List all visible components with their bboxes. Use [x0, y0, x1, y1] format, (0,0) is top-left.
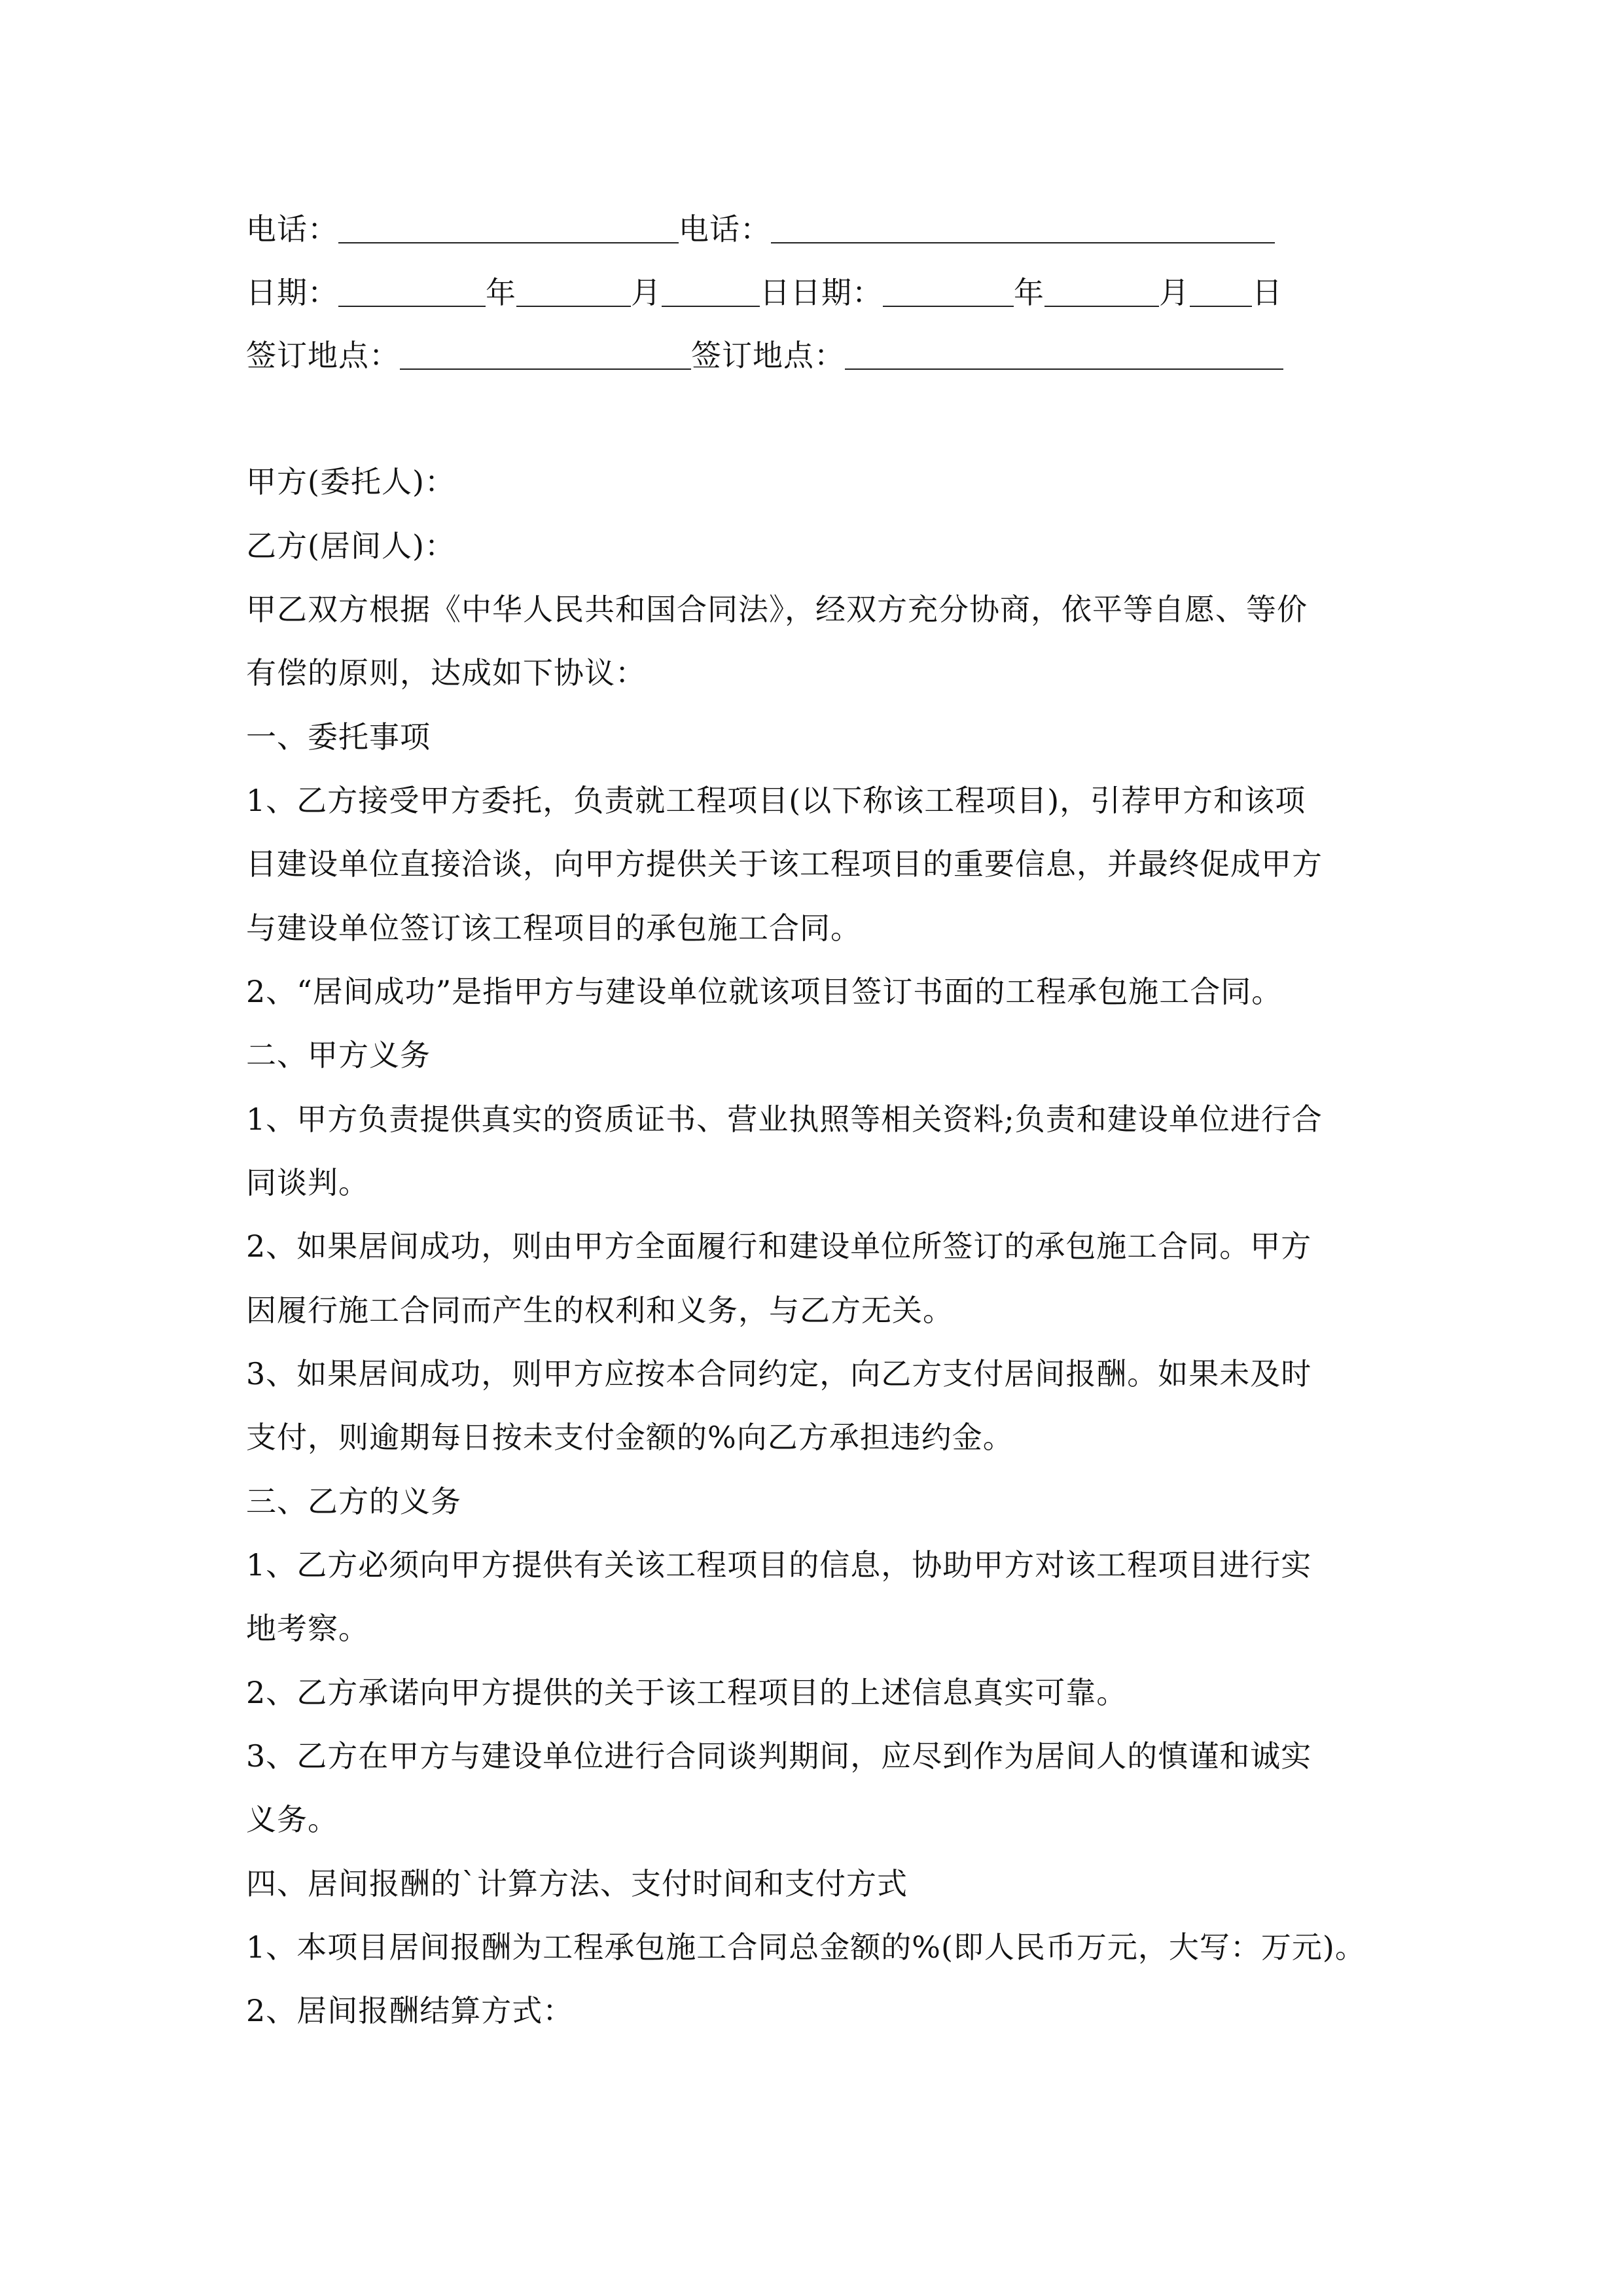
date-day-blank-a[interactable] — [662, 276, 760, 307]
section-1-title: 一、委托事项 — [246, 719, 431, 755]
phone-blank-a[interactable] — [338, 212, 679, 243]
section-2-title: 二、甲方义务 — [246, 1037, 431, 1073]
preamble-line-2: 有偿的原则，达成如下协议： — [246, 655, 646, 691]
section-4-item-1: 1、本项目居间报酬为工程承包施工合同总金额的%(即人民币万元，大写：万元)。 — [246, 1929, 1366, 1965]
section-3-item-3-line-1: 3、乙方在甲方与建设单位进行合同谈判期间，应尽到作为居间人的慎谨和诚实 — [246, 1738, 1312, 1774]
section-3-item-1-line-1: 1、乙方必须向甲方提供有关该工程项目的信息，协助甲方对该工程项目进行实 — [246, 1547, 1312, 1583]
section-2-item-3-line-2: 支付，则逾期每日按未支付金额的%向乙方承担违约金。 — [246, 1420, 1014, 1455]
date-year-b: 年 — [1014, 275, 1044, 310]
section-1-item-2: 2、“居间成功”是指甲方与建设单位就该项目签订书面的工程承包施工合同。 — [246, 974, 1283, 1009]
place-label-a: 签订地点： — [246, 338, 400, 373]
section-1-item-1-line-3: 与建设单位签订该工程项目的承包施工合同。 — [246, 910, 861, 946]
section-2-item-2-line-2: 因履行施工合同而产生的权利和义务，与乙方无关。 — [246, 1293, 954, 1328]
section-2-item-3-line-1: 3、如果居间成功，则甲方应按本合同约定，向乙方支付居间报酬。如果未及时 — [246, 1356, 1312, 1391]
section-4-item-2: 2、居间报酬结算方式： — [246, 1993, 574, 2028]
phone-blank-b[interactable] — [771, 212, 1275, 243]
party-b-label: 乙方(居间人)： — [246, 528, 455, 564]
section-2-item-1-line-1: 1、甲方负责提供真实的资质证书、营业执照等相关资料;负责和建设单位进行合 — [246, 1102, 1323, 1137]
date-label-a: 日期： — [246, 275, 338, 310]
place-label-b: 签订地点： — [691, 338, 845, 373]
date-month-b: 月 — [1159, 275, 1190, 310]
section-2-item-2-line-1: 2、如果居间成功，则由甲方全面履行和建设单位所签订的承包施工合同。甲方 — [246, 1229, 1312, 1264]
date-year-blank-b[interactable] — [883, 276, 1014, 307]
date-day-blank-b[interactable] — [1190, 276, 1252, 307]
party-a-label: 甲方(委托人)： — [246, 464, 455, 499]
place-blank-b[interactable] — [845, 338, 1283, 370]
date-year-blank-a[interactable] — [338, 276, 486, 307]
phone-label-a: 电话： — [246, 211, 338, 247]
phone-label-b: 电话： — [679, 211, 771, 247]
preamble-line-1: 甲乙双方根据《中华人民共和国合同法》，经双方充分协商，依平等自愿、等价 — [246, 592, 1308, 627]
date-day-a: 日 — [760, 275, 791, 310]
date-label-b: 日期： — [791, 275, 883, 310]
date-year-a: 年 — [486, 275, 516, 310]
section-3-item-1-line-2: 地考察。 — [246, 1611, 369, 1646]
date-row — [246, 273, 1283, 312]
date-month-a: 月 — [631, 275, 662, 310]
place-blank-a[interactable] — [400, 338, 691, 370]
section-1-item-1-line-2: 目建设单位直接洽谈，向甲方提供关于该工程项目的重要信息，并最终促成甲方 — [246, 846, 1323, 882]
date-month-blank-a[interactable] — [516, 276, 631, 307]
phone-row — [246, 209, 1275, 249]
section-1-item-1-line-1: 1、乙方接受甲方委托，负责就工程项目(以下称该工程项目)，引荐甲方和该项 — [246, 783, 1306, 818]
section-2-item-1-line-2: 同谈判。 — [246, 1165, 369, 1200]
date-day-b: 日 — [1252, 275, 1283, 310]
signing-place-row — [246, 336, 1283, 375]
section-3-item-2: 2、乙方承诺向甲方提供的关于该工程项目的上述信息真实可靠。 — [246, 1675, 1128, 1710]
section-4-title: 四、居间报酬的`计算方法、支付时间和支付方式 — [246, 1866, 908, 1901]
section-3-item-3-line-2: 义务。 — [246, 1802, 338, 1837]
section-3-title: 三、乙方的义务 — [246, 1484, 461, 1519]
date-month-blank-b[interactable] — [1044, 276, 1159, 307]
